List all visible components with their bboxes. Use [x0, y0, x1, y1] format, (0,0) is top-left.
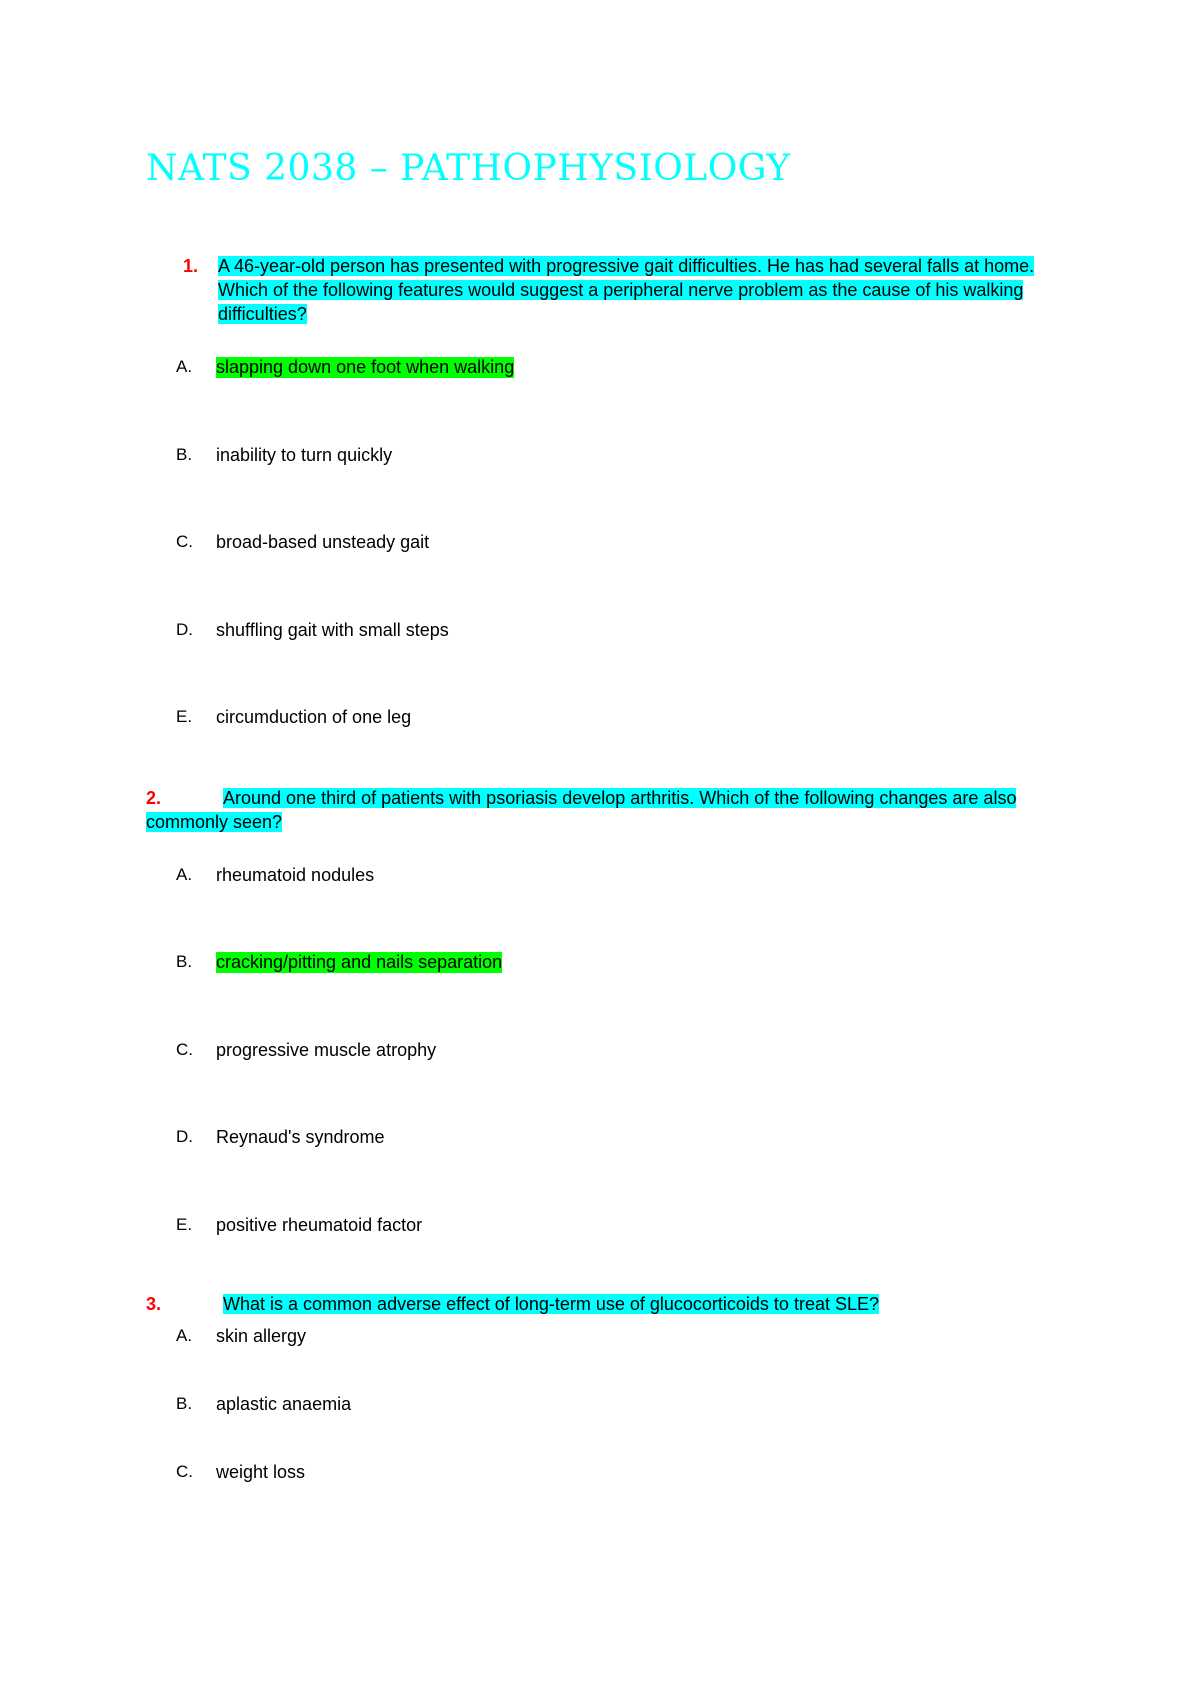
option-letter: D.: [176, 1127, 193, 1146]
option-text: inability to turn quickly: [216, 445, 393, 465]
option-letter: B.: [176, 1394, 193, 1413]
question-2: [146, 786, 1046, 834]
option-text: aplastic anaemia: [216, 1394, 352, 1414]
option-letter: D.: [176, 620, 193, 639]
option-text: broad-based unsteady gait: [216, 532, 430, 552]
question-1-text: A 46-year-old person has presented with progressive gait difficulties. He has had several falls at home. Which of the following features would suggest a peripheral nerve problem as the cause of his walking difficulties?: [218, 256, 1035, 324]
option-letter: C.: [176, 1462, 193, 1481]
option-text: circumduction of one leg: [216, 707, 412, 727]
option-letter: B.: [176, 445, 193, 464]
question-2-number: 2.: [146, 788, 162, 808]
question-2-text: Around one third of patients with psoriasis develop arthritis. Which of the following changes are also commonly seen?: [146, 788, 1017, 832]
option-text: positive rheumatoid factor: [216, 1215, 423, 1235]
question-3: [146, 1292, 1046, 1316]
option-letter: E.: [176, 1215, 193, 1234]
option-text: shuffling gait with small steps: [216, 620, 449, 640]
option-text: Reynaud's syndrome: [216, 1127, 385, 1147]
option-text: weight loss: [216, 1462, 306, 1482]
option-text-correct: cracking/pitting and nails separation: [216, 952, 503, 972]
option-letter: B.: [176, 952, 193, 971]
document-title: NATS 2038 – PATHOPHYSIOLOGY: [146, 148, 791, 189]
option-letter: C.: [176, 1040, 193, 1059]
option-text: skin allergy: [216, 1326, 307, 1346]
question-1-number: 1.: [183, 256, 199, 276]
option-letter: E.: [176, 707, 193, 726]
option-letter: A.: [176, 357, 193, 376]
option-letter: A.: [176, 865, 193, 884]
question-3-number: 3.: [146, 1294, 162, 1314]
question-3-text: What is a common adverse effect of long-term use of glucocorticoids to treat SLE?: [223, 1294, 879, 1314]
option-text: rheumatoid nodules: [216, 865, 375, 885]
option-letter: C.: [176, 532, 193, 551]
option-text: progressive muscle atrophy: [216, 1040, 437, 1060]
option-text-correct: slapping down one foot when walking: [216, 357, 515, 377]
option-letter: A.: [176, 1326, 193, 1345]
